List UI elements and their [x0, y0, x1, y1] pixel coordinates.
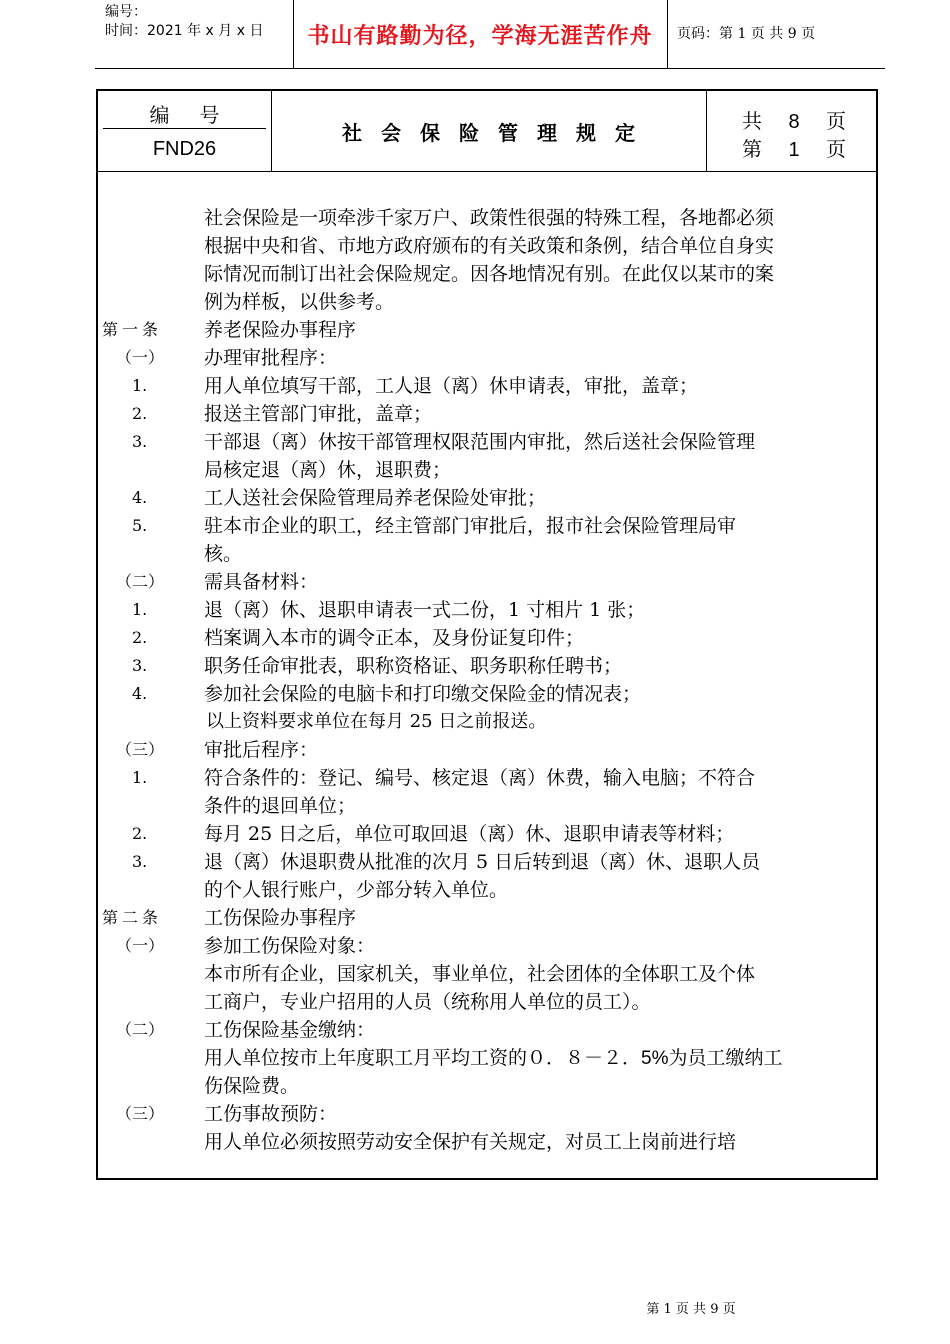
current-value: 1 — [788, 139, 800, 161]
item-text: 符合条件的：登记、编号、核定退（离）休费，输入电脑；不符合 — [204, 767, 756, 789]
current-label: 第 — [742, 137, 762, 161]
document-header — [95, 0, 885, 69]
form-title-row — [98, 91, 876, 172]
section-title: 需具备材料： — [204, 571, 319, 593]
intro-line: 根据中央和省、市地方政府颁布的有关政策和条例，结合单位自身实 — [204, 235, 775, 257]
paragraph-line: 本市所有企业，国家机关，事业单位，社会团体的全体职工及个体 — [204, 963, 756, 985]
title-cell — [271, 91, 707, 171]
item-text: 参加社会保险的电脑卡和打印缴交保险金的情况表； — [204, 683, 642, 705]
item-number: 3. — [132, 432, 148, 451]
section-title: 工伤保险基金缴纳： — [204, 1019, 376, 1041]
header-meta — [95, 0, 294, 68]
regulation-form — [96, 89, 878, 1180]
code-divider — [103, 128, 266, 129]
intro-line: 际情况而制订出社会保险规定。因各地情况有别。在此仅以某市的案 — [204, 263, 775, 285]
paragraph-line: 工商户，专业户招用的人员（统称用人单位的员工）。 — [204, 991, 651, 1013]
paragraph-line: 伤保险费。 — [204, 1075, 300, 1097]
article-title: 工伤保险办事程序 — [204, 907, 357, 929]
item-number: 1. — [132, 768, 148, 787]
item-text: 核。 — [204, 543, 243, 565]
header-page-info: 页码：第 1 页 共 9 页 — [677, 26, 816, 42]
intro-line: 社会保险是一项牵涉千家万户、政策性很强的特殊工程，各地都必须 — [204, 207, 775, 229]
section-title: 办理审批程序： — [204, 347, 338, 369]
page-count-cell — [706, 91, 876, 171]
item-number: 3. — [132, 656, 148, 675]
total-value: 8 — [788, 111, 800, 133]
article-title: 养老保险办事程序 — [204, 319, 357, 341]
paragraph-line: 用人单位必须按照劳动安全保护有关规定，对员工上岗前进行培 — [204, 1131, 737, 1153]
item-number: 1. — [132, 600, 148, 619]
article-label: 第二条 — [102, 908, 163, 927]
section-label: （一） — [116, 348, 165, 367]
item-text: 驻本市企业的职工，经主管部门审批后，报市社会保险管理局审 — [204, 515, 737, 537]
section-label: （一） — [116, 936, 165, 955]
section-title: 工伤事故预防： — [204, 1103, 338, 1125]
current-page-row — [742, 133, 846, 162]
code-value: FND26 — [152, 138, 217, 160]
item-text: 职务任命审批表，职称资格证、职务职称任聘书； — [204, 655, 623, 677]
item-text: 退（离）休退职费从批准的次月 5 日后转到退（离）休、退职人员 — [204, 851, 761, 873]
item-text: 干部退（离）休按干部管理权限范围内审批，然后送社会保险管理 — [204, 431, 756, 453]
contribution-text-a: 用人单位按市上年度职工月平均工资的 — [204, 1047, 528, 1069]
section-label: （三） — [116, 740, 165, 759]
item-text: 用人单位填写干部，工人退（离）休申请表，审批，盖章； — [204, 375, 699, 397]
item-text: 退（离）休、退职申请表一式二份，1 寸相片 1 张； — [204, 599, 646, 621]
item-number: 2. — [132, 628, 148, 647]
page-unit: 页 — [826, 109, 846, 133]
total-label: 共 — [742, 109, 762, 133]
item-text: 档案调入本市的调令正本，及身份证复印件； — [204, 627, 585, 649]
section-label: （二） — [116, 1020, 165, 1039]
form-title: 社会保险管理规定 — [342, 120, 654, 145]
item-text: 的个人银行账户，少部分转入单位。 — [204, 879, 509, 901]
page-footer: 第 1 页 共 9 页 — [646, 1302, 736, 1317]
contribution-rate: ０．８－２．5% — [527, 1048, 669, 1069]
item-number: 1. — [132, 376, 148, 395]
section-title: 参加工伤保险对象： — [204, 935, 376, 957]
item-number: 2. — [132, 404, 148, 423]
page-unit: 页 — [826, 137, 846, 161]
item-number: 4. — [132, 684, 148, 703]
article-label: 第一条 — [102, 320, 163, 339]
total-pages-row — [742, 105, 846, 134]
item-number: 4. — [132, 488, 148, 507]
item-number: 5. — [132, 516, 148, 535]
header-motto-cell — [293, 0, 668, 68]
item-text: 每月 25 日之后，单位可取回退（离）休、退职申请表等材料； — [204, 823, 735, 845]
section-label: （三） — [116, 1104, 165, 1123]
item-text: 工人送社会保险管理局养老保险处审批； — [204, 487, 547, 509]
item-text: 报送主管部门审批，盖章； — [204, 403, 433, 425]
item-text: 条件的退回单位； — [204, 795, 357, 817]
number-label: 编号： — [105, 4, 147, 20]
code-cell — [98, 91, 272, 171]
paragraph-line — [204, 1044, 783, 1073]
submission-note: 以上资料要求单位在每月 25 日之前报送。 — [206, 711, 547, 732]
section-title: 审批后程序： — [204, 739, 319, 761]
item-text: 局核定退（离）休，退职费； — [204, 459, 452, 481]
section-label: （二） — [116, 572, 165, 591]
intro-line: 例为样板，以供参考。 — [204, 291, 395, 313]
time-label: 时间：2021 年 x 月 x 日 — [105, 23, 264, 39]
header-motto: 书山有路勤为径，学海无涯苦作舟 — [307, 22, 653, 49]
code-label: 编号 — [149, 103, 250, 127]
contribution-text-c: 为员工缴纳工 — [668, 1047, 783, 1069]
item-number: 2. — [132, 824, 148, 843]
item-number: 3. — [132, 852, 148, 871]
